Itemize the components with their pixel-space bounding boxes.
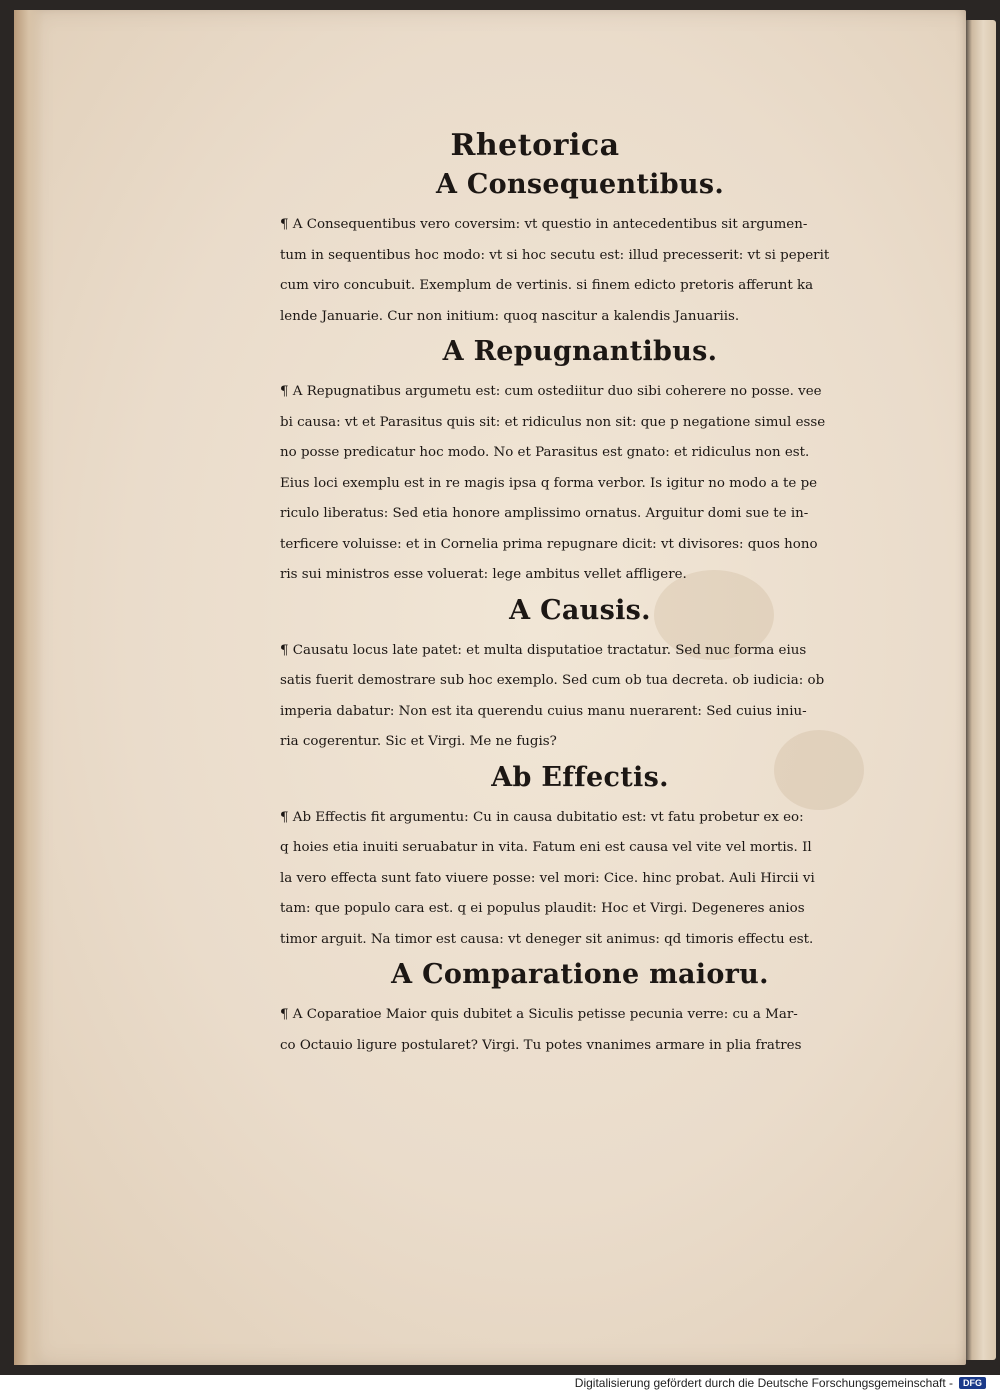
text-line: co Octauio ligure postularet? Virgi. Tu potes vnanimes armare in plia fratres — [280, 1037, 802, 1053]
text-line: ¶ A Consequentibus vero coversim: vt questio in antecedentibus sit argumen- — [280, 217, 808, 232]
section-consequentibus — [280, 169, 880, 332]
section-heading: Ab Effectis. — [491, 761, 669, 793]
paragraph — [280, 803, 880, 956]
running-head: Rhetorica — [450, 128, 620, 163]
text-line: cum viro concubuit. Exemplum de vertinis. si finem edicto pretoris afferunt ka — [280, 278, 814, 293]
text-line: riculo liberatus: Sed etia honore amplissimo ornatus. Arguitur domi sue te in- — [280, 506, 809, 521]
text-line: tam: que populo cara est. q ei populus plaudit: Hoc et Virgi. Degeneres anios — [280, 901, 805, 916]
text-line: ¶ Causatu locus late patet: et multa disputatioe tractatur. Sed nuc forma eius — [280, 642, 807, 658]
text-line: Eius loci exemplu est in re magis ipsa q forma verbor. Is igitur no modo a te pe — [280, 475, 818, 491]
dfg-logo-icon: DFG — [959, 1377, 986, 1389]
text-block — [280, 120, 880, 1063]
text-line: ria cogerentur. Sic et Virgi. Me ne fugis? — [280, 734, 557, 749]
text-line: terficere voluisse: et in Cornelia prima repugnare dicit: vt divisores: quos hono — [280, 536, 818, 552]
paragraph — [280, 636, 880, 758]
text-line: timor arguit. Na timor est causa: vt deneger sit animus: qd timoris effectu est. — [280, 931, 814, 947]
footer-text: Digitalisierung gefördert durch die Deutsche Forschungsgemeinschaft - — [574, 1376, 953, 1390]
section-heading: A Repugnantibus. — [442, 336, 718, 367]
section-effectis — [280, 762, 880, 956]
text-line: ris sui ministros esse voluerat: lege ambitus vellet affligere. — [280, 567, 687, 582]
paragraph — [280, 210, 880, 332]
section-heading: A Comparatione maioru. — [391, 959, 769, 990]
section-heading: A Causis. — [509, 594, 651, 626]
text-line: ¶ A Coparatioe Maior quis dubitet a Siculis petisse pecunia verre: cu a Mar- — [280, 1007, 798, 1022]
text-line: no posse predicatur hoc modo. No et Parasitus est gnato: et ridiculus non est. — [280, 445, 810, 460]
text-line: ¶ Ab Effectis fit argumentu: Cu in causa dubitatio est: vt fatu probetur ex eo: — [280, 809, 804, 825]
text-line: imperia dabatur: Non est ita querendu cuius manu nuerarent: Sed cuius iniu- — [280, 703, 807, 719]
text-line: ¶ A Repugnatibus argumetu est: cum ostediitur duo sibi coherere no posse. vee — [280, 384, 822, 399]
text-line: tum in sequentibus hoc modo: vt si hoc secutu est: illud precesserit: vt si peperit — [280, 247, 830, 263]
text-line: bi causa: vt et Parasitus quis sit: et ridiculus non sit: que p negatione simul esse — [280, 414, 826, 430]
binding-shadow — [14, 10, 44, 1365]
paragraph — [280, 1000, 880, 1061]
text-line: la vero effecta sunt fato viuere posse: vel mori: Cice. hinc probat. Auli Hircii vi — [280, 870, 815, 886]
text-line: satis fuerit demostrare sub hoc exemplo. Sed cum ob tua decreta. ob iudicia: ob — [280, 673, 825, 688]
paragraph — [280, 377, 880, 591]
digitization-footer — [575, 1376, 986, 1390]
section-causis — [280, 595, 880, 758]
text-line: q hoies etia inuiti seruabatur in vita. Fatum eni est causa vel vite vel mortis. Il — [280, 840, 812, 855]
text-line: lende Januarie. Cur non initium: quoq nascitur a kalendis Januariis. — [280, 308, 740, 324]
next-page-edge — [964, 20, 996, 1360]
section-repugnantibus — [280, 336, 880, 591]
section-heading: A Consequentibus. — [435, 169, 725, 200]
section-comparatione — [280, 959, 880, 1061]
